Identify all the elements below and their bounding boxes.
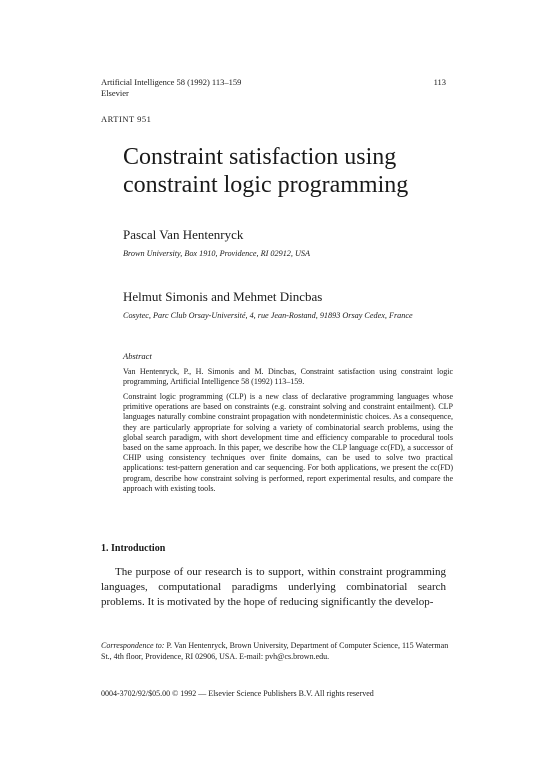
journal-header [101,77,241,99]
correspondence-text: P. Van Hentenryck, Brown University, Department of Computer Science, 115 Waterman St., 4th floor, Providence, RI 02906, USA. E-mail: pvh@cs.brown.edu. [101,641,449,661]
copyright-footer: 0004-3702/92/$05.00 © 1992 — Elsevier Science Publishers B.V. All rights reserved [101,689,374,698]
abstract-text: Constraint logic programming (CLP) is a new class of declarative programming languages whose primitive operations are based on constraints (e.g. constraint solving and constraint entailment). CLP languages naturally combine constraint propagation with nondeterministic choices. As a consequence, they are particularly appropriate for solving a variety of combinatorial search problems, using the global search paradigm, with short development time and efficiency comparable to procedural tools based on the same approach. In this paper, we describe how the CLP language cc(FD), a successor of CHIP using consistency techniques over finite domains, can be used to solve two practical applications: test-pattern generation and car sequencing. For both applications, we present the cc(FD) program, describe how constraint solving is performed, report experimental results, and compare the approach with existing tools. [123,392,453,493]
journal-citation: Artificial Intelligence 58 (1992) 113–159 [101,77,242,87]
abstract-citation: Van Hentenryck, P., H. Simonis and M. Dincbas, Constraint satisfaction using constraint logic programming, Artificial Intelligence 58 (1992) 113–159. [123,367,453,387]
abstract-heading: Abstract [123,351,152,361]
paper-title: Constraint satisfaction using constraint logic programming [123,144,409,198]
author-name: Pascal Van Hentenryck [123,227,244,242]
author-affiliation: Brown University, Box 1910, Providence, RI 02912, USA [123,249,310,258]
author-name: Helmut Simonis and Mehmet Dincbas [123,289,323,304]
article-id: ARTINT 951 [101,114,152,124]
correspondence-note [101,640,449,662]
page-number: 113 [433,77,446,87]
correspondence-label: Correspondence to: [101,641,165,650]
author-affiliation: Cosytec, Parc Club Orsay-Université, 4, rue Jean-Rostand, 91893 Orsay Cedex, France [123,311,413,320]
section-body-text: The purpose of our research is to support, within constraint programming languages, computational paradigms underlying combinatorial search problems. It is motivated by the hope of reducing significantly the develop- [101,566,446,608]
publisher-name: Elsevier [101,88,129,98]
section-heading: 1. Introduction [101,543,166,554]
